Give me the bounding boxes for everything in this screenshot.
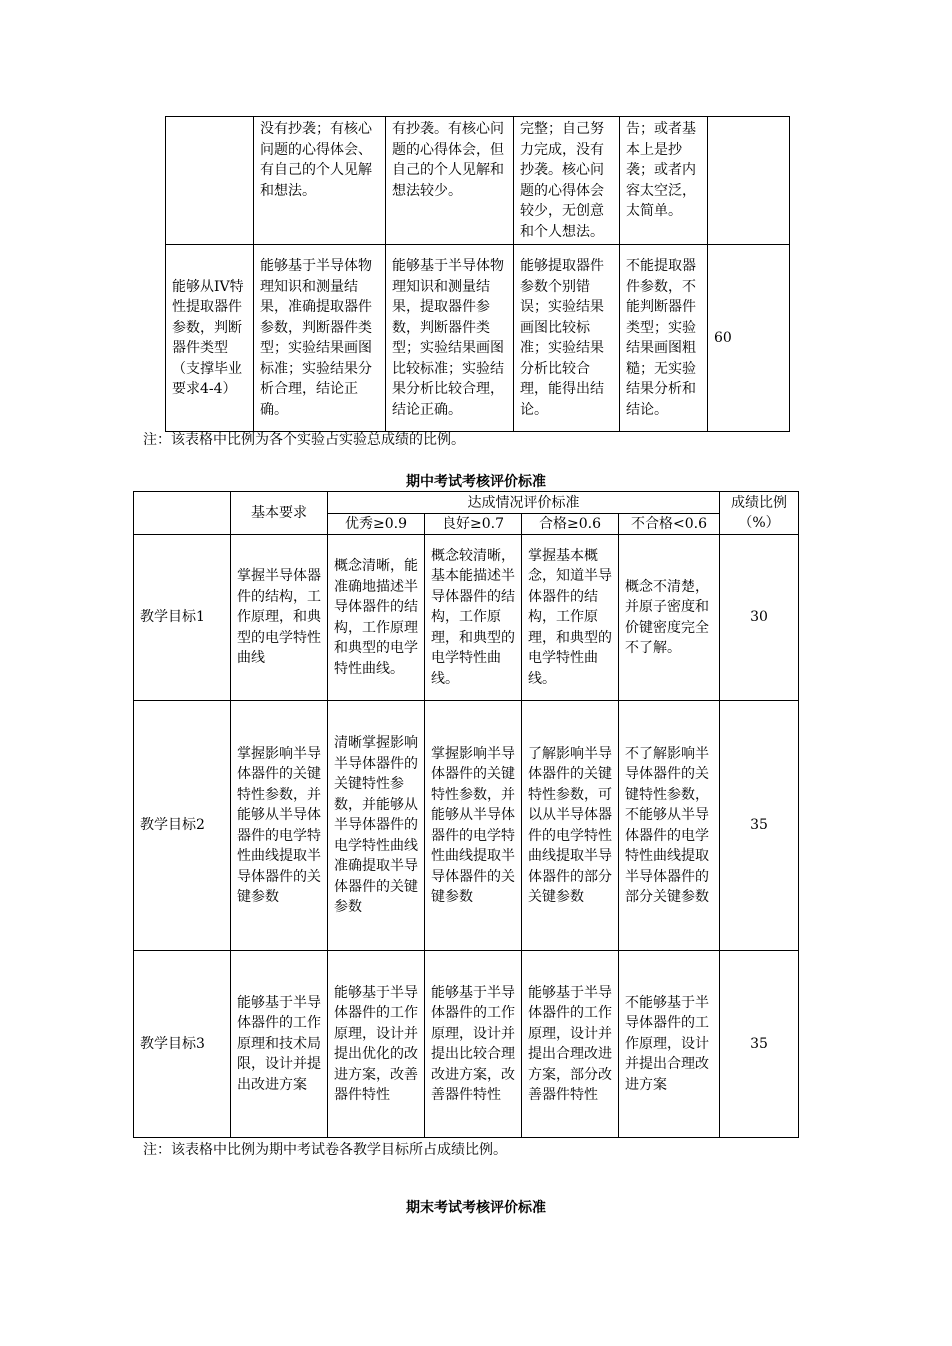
column-header: 达成情况评价标准 (328, 492, 720, 514)
experiment-criteria-table (165, 116, 790, 432)
table-cell (166, 117, 254, 245)
table-cell: 不能够基于半导体器件的工作原理，设计并提出合理改进方案 (619, 951, 720, 1138)
goal-cell: 教学目标3 (134, 951, 231, 1138)
table-cell: 能够基于半导体物理知识和测量结果，准确提取器件参数，判断器件类型；实验结果画图标准；实验结果分析合理，结论正确。 (254, 245, 386, 432)
table-cell: 能够基于半导体器件的工作原理，设计并提出合理改进方案，部分改善器件特性 (522, 951, 619, 1138)
table-row (166, 117, 790, 245)
table-row (134, 951, 799, 1138)
table-cell: 能够基于半导体器件的工作原理，设计并提出优化的改进方案，改善器件特性 (328, 951, 425, 1138)
column-header: 不合格<0.6 (619, 514, 720, 535)
column-header: 良好≥0.7 (425, 514, 522, 535)
table-cell: 掌握影响半导体器件的关键特性参数，并能够从半导体器件的电学特性曲线提取半导体器件的关键参数 (425, 701, 522, 951)
table-cell: 掌握基本概念，知道半导体器件的结构，工作原理，和典型的电学特性曲线。 (522, 535, 619, 701)
ratio-cell: 35 (720, 701, 799, 951)
table-cell: 清晰掌握影响半导体器件的关键特性参数，并能够从半导体器件的电学特性曲线准确提取半导体器件的关键参数 (328, 701, 425, 951)
ratio-cell: 30 (720, 535, 799, 701)
table-cell: 有抄袭。有核心问题的心得体会，但自己的个人见解和想法较少。 (386, 117, 514, 245)
table-cell: 掌握半导体器件的结构，工作原理，和典型的电学特性曲线 (231, 535, 328, 701)
table-cell: 告；或者基本上是抄袭；或者内容太空泛，太简单。 (620, 117, 708, 245)
table-cell: 能够基于半导体物理知识和测量结果，提取器件参数，判断器件类型；实验结果画图比较标准；实验结果分析比较合理，结论正确。 (386, 245, 514, 432)
table-cell: 概念较清晰，基本能描述半导体器件的结构，工作原理，和典型的电学特性曲线。 (425, 535, 522, 701)
table-cell: 概念清晰，能准确地描述半导体器件的结构，工作原理和典型的电学特性曲线。 (328, 535, 425, 701)
table-cell: 完整；自己努力完成，没有抄袭。核心问题的心得体会较少，无创意和个人想法。 (514, 117, 620, 245)
ratio-cell: 35 (720, 951, 799, 1138)
table-note: 注：该表格中比例为期中考试卷各教学目标所占成绩比例。 (143, 1142, 507, 1158)
column-header: 合格≥0.6 (522, 514, 619, 535)
table-row (134, 701, 799, 951)
table-cell: 能够基于半导体器件的工作原理，设计并提出比较合理改进方案，改善器件特性 (425, 951, 522, 1138)
goal-cell: 教学目标1 (134, 535, 231, 701)
table-cell: 能够基于半导体器件的工作原理和技术局限，设计并提出改进方案 (231, 951, 328, 1138)
table-cell: 了解影响半导体器件的关键特性参数，可以从半导体器件的电学特性曲线提取半导体器件的部分关键参数 (522, 701, 619, 951)
table-cell: 不能提取器件参数，不能判断器件类型；实验结果画图粗糙；无实验结果分析和结论。 (620, 245, 708, 432)
goal-cell: 教学目标2 (134, 701, 231, 951)
table-cell (708, 117, 790, 245)
table-cell: 不了解影响半导体器件的关键特性参数，不能够从半导体器件的电学特性曲线提取半导体器件的部分关键参数 (619, 701, 720, 951)
table-cell (134, 492, 231, 535)
column-header: 成绩比例（%） (720, 492, 799, 535)
table-cell: 能够从IV特性提取器件参数，判断器件类型（支撑毕业要求4-4） (166, 245, 254, 432)
table-header-row (134, 492, 799, 514)
ratio-cell: 60 (708, 245, 790, 432)
table-cell: 掌握影响半导体器件的关键特性参数，并能够从半导体器件的电学特性曲线提取半导体器件的关键参数 (231, 701, 328, 951)
table-cell: 概念不清楚，并原子密度和价键密度完全不了解。 (619, 535, 720, 701)
table-cell: 没有抄袭；有核心问题的心得体会、有自己的个人见解和想法。 (254, 117, 386, 245)
column-header: 优秀≥0.9 (328, 514, 425, 535)
midterm-criteria-table (133, 491, 799, 1138)
section-title: 期中考试考核评价标准 (406, 474, 546, 490)
table-row (166, 245, 790, 432)
section-title: 期末考试考核评价标准 (406, 1200, 546, 1216)
table-note: 注：该表格中比例为各个实验占实验总成绩的比例。 (143, 432, 465, 448)
table-cell: 能够提取器件参数个别错误；实验结果画图比较标准；实验结果分析比较合理，能得出结论。 (514, 245, 620, 432)
column-header: 基本要求 (231, 492, 328, 535)
table-row (134, 535, 799, 701)
